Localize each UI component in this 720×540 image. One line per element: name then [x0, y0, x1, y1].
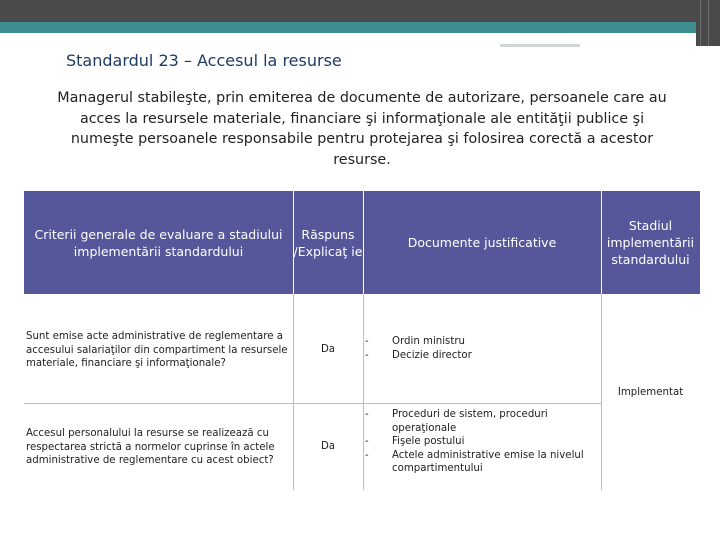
list-dash: -: [365, 349, 369, 361]
top-band-dark: [0, 0, 720, 22]
list-item: [365, 435, 597, 449]
header-separator: [363, 191, 364, 294]
document-item: Fişele postului: [392, 436, 465, 447]
header-answer: [293, 191, 363, 294]
list-item: [365, 408, 597, 435]
document-item: Ordin ministru: [392, 336, 466, 347]
title-underline: [500, 44, 580, 47]
document-item: Decizie director: [392, 349, 472, 361]
row1-documents: [365, 335, 597, 362]
grid-line: [293, 294, 294, 490]
header-status: [601, 191, 700, 294]
header-status-label: Stadiul implementării standardului: [606, 218, 695, 267]
list-dash: -: [365, 449, 369, 461]
row1-criteria: Sunt emise acte administrative de reglementare a accesului salariaţilor din compartiment la resursele materiale, financiare şi informaţionale?: [26, 331, 288, 369]
header-separator: [293, 191, 294, 294]
list-dash: -: [365, 336, 369, 347]
header-answer-label: Răspuns /Explicaţ ie: [293, 226, 363, 259]
header-documents-label: Documente justificative: [407, 235, 557, 250]
row-divider: [24, 403, 601, 404]
header-separator: [601, 191, 602, 294]
list-dash: -: [365, 409, 369, 420]
top-corner-line: [708, 0, 709, 46]
status-value: Implementat: [617, 387, 684, 398]
list-item: [365, 449, 597, 476]
document-item: Proceduri de sistem, proceduri operaţionale: [392, 409, 548, 434]
header-criteria-label: Criterii generale de evaluare a stadiului implementării standardului: [34, 226, 283, 259]
standard-title: Standardul 23 – Accesul la resurse: [66, 51, 342, 70]
top-corner-line: [700, 0, 701, 46]
grid-line: [363, 294, 364, 490]
row1-answer: Da: [320, 344, 336, 355]
header-documents: [363, 191, 601, 294]
intro-paragraph: Managerul stabileşte, prin emiterea de documente de autorizare, persoanele care au acces la resursele materiale, financiare şi informaţionale ale entităţii publice şi numeşte persoanele responsabile pentru protejarea şi folosirea corectă a acestor resurse.: [57, 90, 667, 168]
list-item: [365, 335, 597, 349]
header-criteria: [24, 191, 293, 294]
row2-documents: [365, 408, 597, 476]
list-dash: -: [365, 436, 369, 447]
row2-answer: Da: [320, 441, 336, 452]
list-item: [365, 349, 597, 363]
top-band-teal: [0, 22, 720, 33]
document-item: Actele administrative emise la nivelul compartimentului: [392, 449, 584, 474]
row2-criteria: Accesul personalului la resurse se realizează cu respectarea strictă a normelor cuprinse în actele administrative de reglementare cu acest obiect?: [26, 428, 275, 466]
